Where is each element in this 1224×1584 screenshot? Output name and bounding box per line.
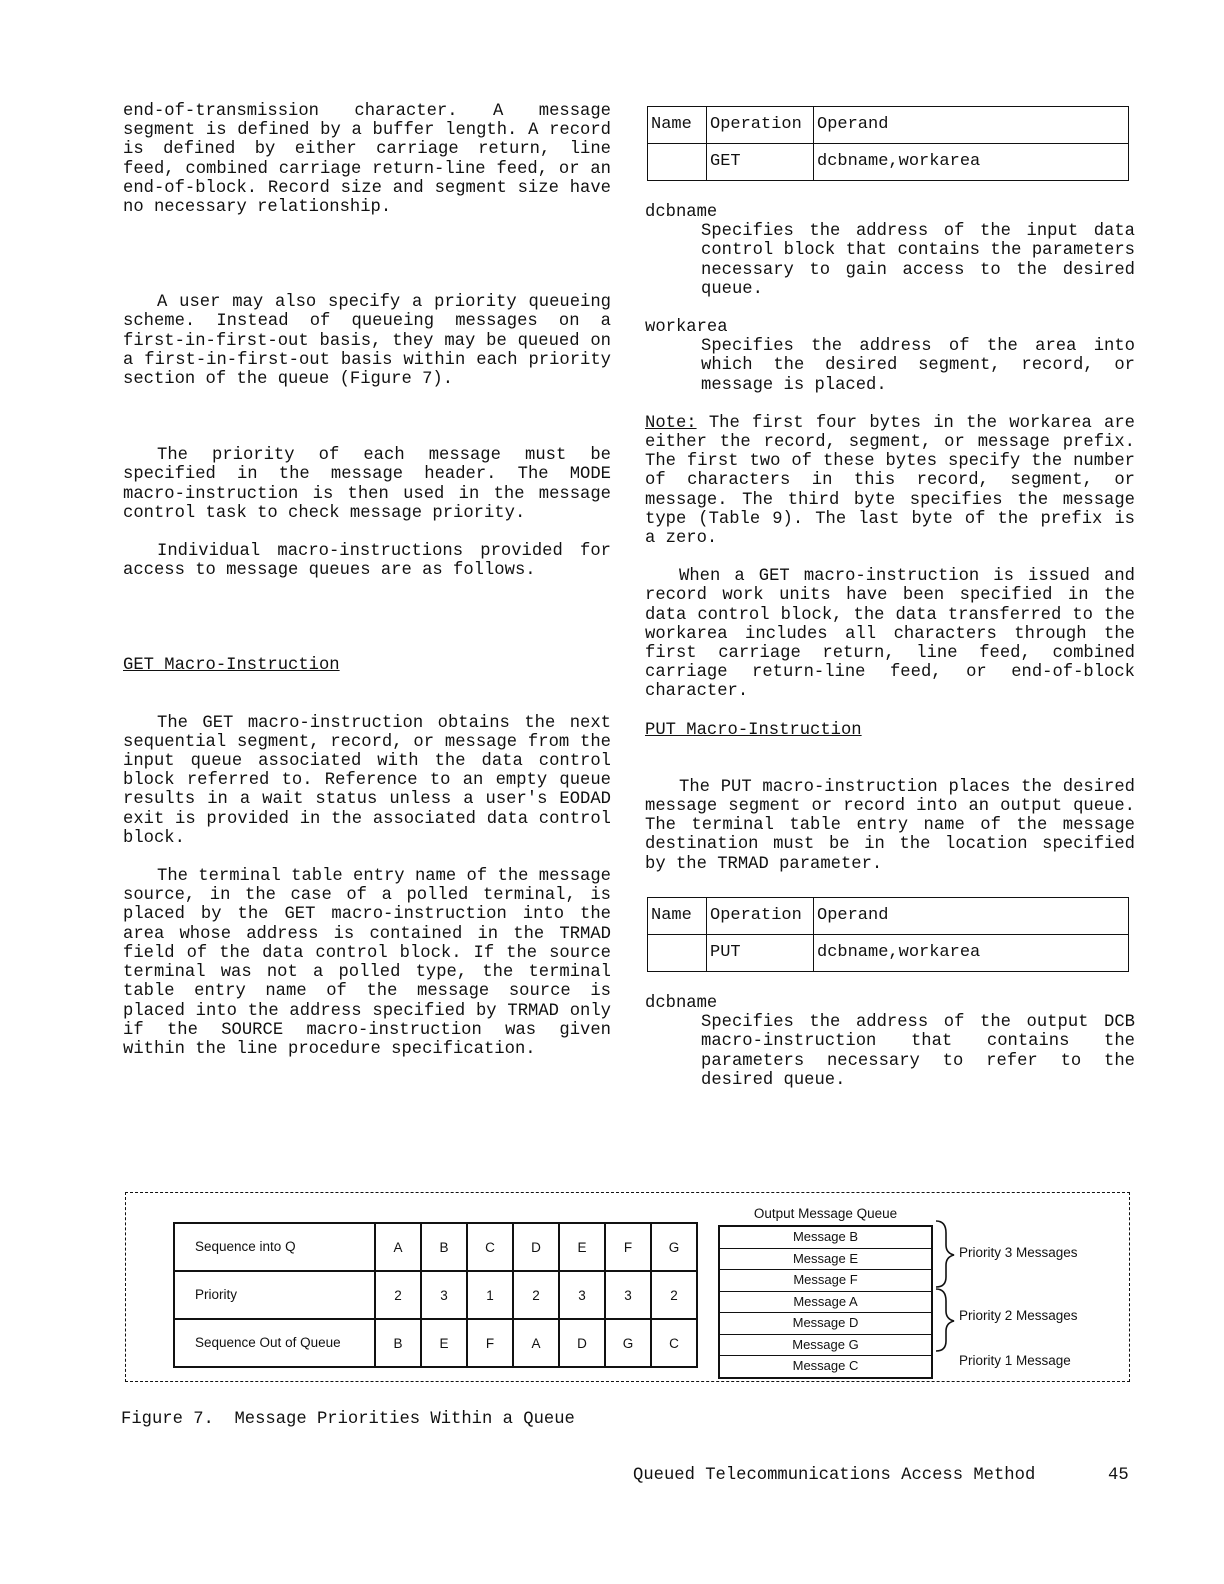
- list-item: Message F: [720, 1269, 931, 1291]
- paragraph: The PUT macro-instruction places the desired message segment or record into an output queue. The terminal table entry name of the message destination must be in the location specified by the TRMAD parameter.: [645, 777, 1135, 874]
- list-item: Message C: [720, 1355, 931, 1377]
- definition-term: workarea: [645, 318, 728, 338]
- cell-name: [648, 144, 707, 181]
- definition-body: Specifies the address of the output DCB macro-instruction that contains the parameters necessary to refer to the desired queue.: [701, 1013, 1135, 1090]
- priority-1-label: Priority 1 Message: [959, 1353, 1071, 1368]
- brace-p3-icon: [936, 1221, 954, 1287]
- paragraph: When a GET macro-instruction is issued and record work units have been specified in the data control block, the data transferred to the workarea includes all characters through the first carriage return, line feed, combined carriage return-line feed, or end-of-block character.: [645, 567, 1135, 702]
- cell: 2: [651, 1271, 697, 1319]
- cell: 2: [513, 1271, 559, 1319]
- header-operand: Operand: [814, 107, 1129, 144]
- cell: F: [605, 1223, 651, 1271]
- cell: D: [513, 1223, 559, 1271]
- cell: E: [559, 1223, 605, 1271]
- paragraph: The priority of each message must be specified in the message header. The MODE macro-instruction is then used in the message control task to check message priority.: [123, 446, 611, 523]
- note: [645, 414, 1135, 548]
- list-item: Message E: [720, 1248, 931, 1270]
- list-item: Message G: [720, 1334, 931, 1356]
- definition-term: dcbname: [645, 203, 718, 222]
- queue-title: Output Message Queue: [753, 1206, 898, 1221]
- cell: D: [559, 1319, 605, 1367]
- brace-p2-icon: [936, 1289, 954, 1351]
- cell: B: [375, 1319, 421, 1367]
- definition-body: Specifies the address of the area into which the desired segment, record, or message is placed.: [701, 337, 1135, 395]
- cell-operation: PUT: [707, 934, 814, 971]
- cell: 3: [605, 1271, 651, 1319]
- cell: G: [605, 1319, 651, 1367]
- left-column: [123, 102, 611, 1059]
- table-row: [174, 1319, 697, 1367]
- cell-name: [648, 934, 707, 971]
- row-label: Sequence Out of Queue: [174, 1319, 375, 1367]
- cell: G: [651, 1223, 697, 1271]
- header-name: Name: [648, 897, 707, 934]
- table-row: [174, 1271, 697, 1319]
- note-label: Note:: [645, 413, 697, 433]
- page-number: 45: [1108, 1466, 1129, 1485]
- put-format-table: [647, 897, 1129, 972]
- list-item: Message B: [792, 1229, 859, 1244]
- cell: 3: [559, 1271, 605, 1319]
- paragraph: Individual macro-instructions provided for access to message queues are as follows.: [123, 542, 611, 581]
- cell: 1: [467, 1271, 513, 1319]
- put-heading: PUT Macro-Instruction: [645, 720, 862, 740]
- priority-3-label: Priority 3 Messages: [959, 1245, 1078, 1260]
- right-column: [645, 102, 1135, 1090]
- header-operand: Operand: [814, 897, 1129, 934]
- list-item: Message D: [720, 1312, 931, 1334]
- cell-operation: GET: [707, 144, 814, 181]
- cell-operand: dcbname,workarea: [814, 934, 1129, 971]
- header-operation: Operation: [707, 107, 814, 144]
- priority-2-label: Priority 2 Messages: [959, 1308, 1078, 1323]
- figure-caption: Figure 7. Message Priorities Within a Queue: [121, 1410, 575, 1429]
- cell: 2: [375, 1271, 421, 1319]
- cell: A: [375, 1223, 421, 1271]
- cell: B: [421, 1223, 467, 1271]
- cell: C: [651, 1319, 697, 1367]
- cell: 3: [421, 1271, 467, 1319]
- brace-group-icon: [934, 1219, 964, 1369]
- queue-box: [718, 1225, 933, 1379]
- sequence-table: [173, 1222, 698, 1368]
- paragraph: The GET macro-instruction obtains the next sequential segment, record, or message from the input queue associated with the data control block referred to. Reference to an empty queue results in a wait status unless a user's EODAD exit is provided in the associated data control block.: [123, 713, 611, 848]
- paragraph: A user may also specify a priority queueing scheme. Instead of queueing messages on a first-in-first-out basis, they may be queued on a first-in-first-out basis within each priority section of the queue (Figure 7).: [123, 293, 611, 390]
- paragraph: The terminal table entry name of the message source, in the case of a polled terminal, is placed by the GET macro-instruction into the area whose address is contained in the TRMAD field of the data control block. If the source terminal was not a polled type, the terminal table entry name of the message source is placed into the address specified by TRMAD only if the SOURCE macro-instruction was given within the line procedure specification.: [123, 867, 611, 1059]
- list-item: Message A: [720, 1291, 931, 1313]
- get-heading: GET Macro-Instruction: [123, 656, 340, 676]
- cell-operand: dcbname,workarea: [814, 144, 1129, 181]
- table-row: [174, 1223, 697, 1271]
- header-operation: Operation: [707, 897, 814, 934]
- definition-body: Specifies the address of the input data control block that contains the parameters necessary to gain access to the desired queue.: [701, 222, 1135, 299]
- get-format-table: [647, 106, 1129, 181]
- cell: E: [421, 1319, 467, 1367]
- figure-7: [125, 1192, 1130, 1382]
- cell: F: [467, 1319, 513, 1367]
- paragraph: end-of-transmission character. A message segment is defined by a buffer length. A record is defined by either carriage return, line feed, combined carriage return-line feed, or an end-of-block. Record size and segment size have no necessary relationship.: [123, 102, 611, 218]
- definition-term: dcbname: [645, 993, 718, 1013]
- output-message-queue: [718, 1205, 933, 1379]
- cell: A: [513, 1319, 559, 1367]
- note-text: The first four bytes in the workarea are either the record, segment, or message prefix. The first two of these bytes specify the number of characters in this record, segment, or message. The third byte specifies the message type (Table 9). The last byte of the prefix is a zero.: [645, 413, 1135, 549]
- row-label: Priority: [174, 1271, 375, 1319]
- header-name: Name: [648, 107, 707, 144]
- running-footer: Queued Telecommunications Access Method: [633, 1466, 1036, 1485]
- row-label: Sequence into Q: [174, 1223, 375, 1271]
- cell: C: [467, 1223, 513, 1271]
